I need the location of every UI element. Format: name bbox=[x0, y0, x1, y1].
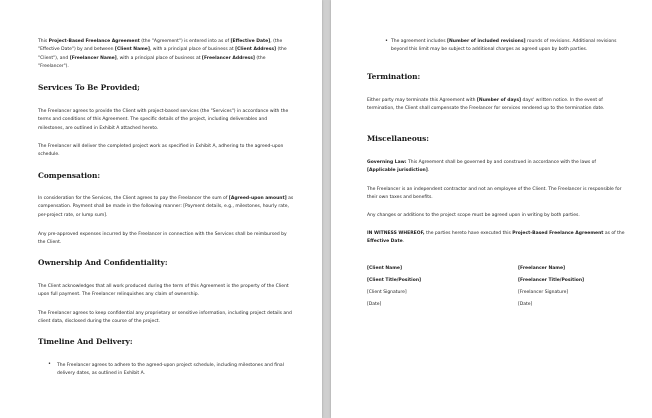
governing-law-paragraph: Governing Law: This Agreement shall be governed by and construed in accordance with the laws of [Applicable jurisdiction]. bbox=[367, 160, 597, 174]
freelancer-name-field: [Freelancer Name] bbox=[518, 266, 566, 271]
contractor-paragraph: The Freelancer is an independent contractor and not an employee of the Client. The Freelancer is responsible for their own taxes and benefits. bbox=[367, 187, 622, 201]
heading-compensation: Compensation: bbox=[38, 171, 101, 180]
freelancer-title-field: [Freelancer Title/Position] bbox=[518, 278, 585, 283]
ownership-paragraph-1: The Client acknowledges that all work produced during the term of this Agreement is the property of the Client upon full payment. The Freelancer relinquishes any claim of ownership. bbox=[38, 284, 289, 298]
ownership-paragraph-2: The Freelancer agrees to keep confidential any proprietary or sensitive information, including project details and client data, disclosed during the course of the project. bbox=[38, 311, 292, 325]
document-page-left bbox=[0, 0, 322, 418]
heading-timeline: Timeline And Delivery: bbox=[38, 337, 133, 346]
client-signature-field: [Client Signature] bbox=[367, 290, 407, 295]
client-name-field: [Client Name] bbox=[367, 266, 403, 271]
heading-termination: Termination: bbox=[367, 72, 421, 81]
timeline-bullet-1: The Freelancer agrees to adhere to the agreed-upon project schedule, including milestones and final delivery dates, as outlined in Exhibit A. bbox=[57, 363, 284, 377]
heading-miscellaneous: Miscellaneous: bbox=[367, 134, 430, 143]
intro-paragraph: This Project-Based Freelance Agreement (the "Agreement") is entered into as of [Effective Date], (the "Effective Date") by and between [Client Name], with a principal place of business at [Client Address] (the "Client"), and [Freelancer Name], with a principal place of business at [Freelancer Address] (the "Freelancer"). bbox=[38, 39, 287, 69]
bullet-icon: • bbox=[385, 38, 388, 44]
freelancer-date-field: [Date] bbox=[518, 302, 533, 307]
scope-changes-paragraph: Any changes or additions to the project scope must be agreed upon in writing by both parties. bbox=[367, 213, 580, 218]
freelancer-signature-field: [Freelancer Signature] bbox=[518, 290, 569, 295]
client-title-field: [Client Title/Position] bbox=[367, 278, 422, 283]
services-paragraph-2: The Freelancer will deliver the completed project work as specified in Exhibit A, adhering to the agreed-upon schedule. bbox=[38, 144, 284, 158]
compensation-paragraph-1: In consideration for the Services, the Client agrees to pay the Freelancer the sum of [Agreed-upon amount] as compensation. Payment shall be made in the following manner: [Payment details, e.g., milestones, hourly rate, per-project rate, or lump sum]. bbox=[38, 196, 294, 218]
revisions-bullet: The agreement includes [Number of included revisions] rounds of revisions. Additional revisions beyond this limit may be subject to additional charges as agreed upon by both parties. bbox=[391, 39, 617, 53]
witness-paragraph: IN WITNESS WHEREOF, the parties hereto have executed this Project-Based Freelance Agreement as of the Effective Date. bbox=[367, 231, 625, 245]
services-paragraph-1: The Freelancer agrees to provide the Client with project-based services (the "Services") in accordance with the terms and conditions of this Agreement. The specific details of the project, including deliverables and milestones, are outlined in Exhibit A attached hereto. bbox=[38, 109, 289, 131]
document-page-right bbox=[331, 0, 652, 418]
heading-services: Services To Be Provided; bbox=[38, 83, 140, 92]
client-date-field: [Date] bbox=[367, 302, 382, 307]
heading-ownership: Ownership And Confidentiality: bbox=[38, 258, 168, 267]
compensation-paragraph-2: Any pre-approved expenses incurred by the Freelancer in connection with the Services shall be reimbursed by the Client. bbox=[38, 232, 287, 246]
termination-paragraph: Either party may terminate this Agreement with [Number of days] days' written notice. In the event of termination, the Client shall compensate the Freelancer for services rendered up to the termination date. bbox=[367, 98, 605, 112]
bullet-icon: • bbox=[48, 361, 51, 367]
